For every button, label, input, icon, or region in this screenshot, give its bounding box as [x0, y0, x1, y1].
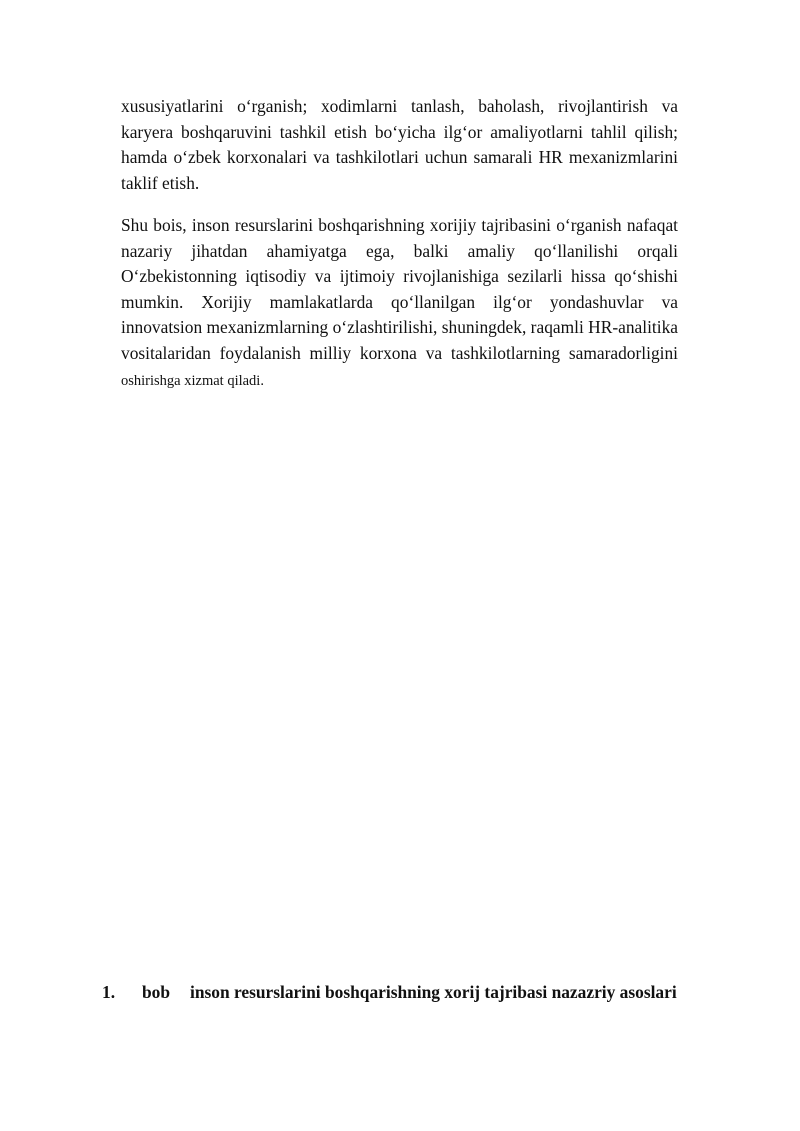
chapter-label: bob	[142, 982, 171, 1002]
body-paragraph-2-tail: oshirishga xizmat qiladi.	[121, 372, 264, 389]
body-paragraph-2-main: Shu bois, inson resurslarini boshqarishning xorijiy tajribasini o‘rganish nafaqat nazariy jihatdan ahamiyatga ega, balki amaliy qo‘llanilishi orqali O‘zbekistonning iqtisodiy va ijtimoiy rivojlanishiga sezilarli hissa qo‘shishi mumkin. Xorijiy mamlakatlarda qo‘llanilgan ilg‘or yondashuvlar va innovatsion mexanizmlarning o‘zlashtirilishi, shuningdek, raqamli HR-analitika vositalaridan foydalanish milliy korxona va tashkilotlarning samaradorligini	[121, 215, 678, 363]
chapter-heading	[102, 979, 742, 1005]
body-paragraph-1: xususiyatlarini o‘rganish; xodimlarni tanlash, baholash, rivojlantirish va karyera boshqaruvini tashkil etish bo‘yicha ilg‘or amaliyotlarni tahlil qilish; hamda o‘zbek korxonalari va tashkilotlari uchun samarali HR mexanizmlarini taklif etish.	[121, 96, 678, 193]
chapter-number: 1.	[102, 982, 116, 1002]
body-paragraph-2	[121, 213, 678, 394]
chapter-title: inson resurslarini boshqarishning xorij tajribasi nazazriy asoslari	[190, 982, 677, 1002]
